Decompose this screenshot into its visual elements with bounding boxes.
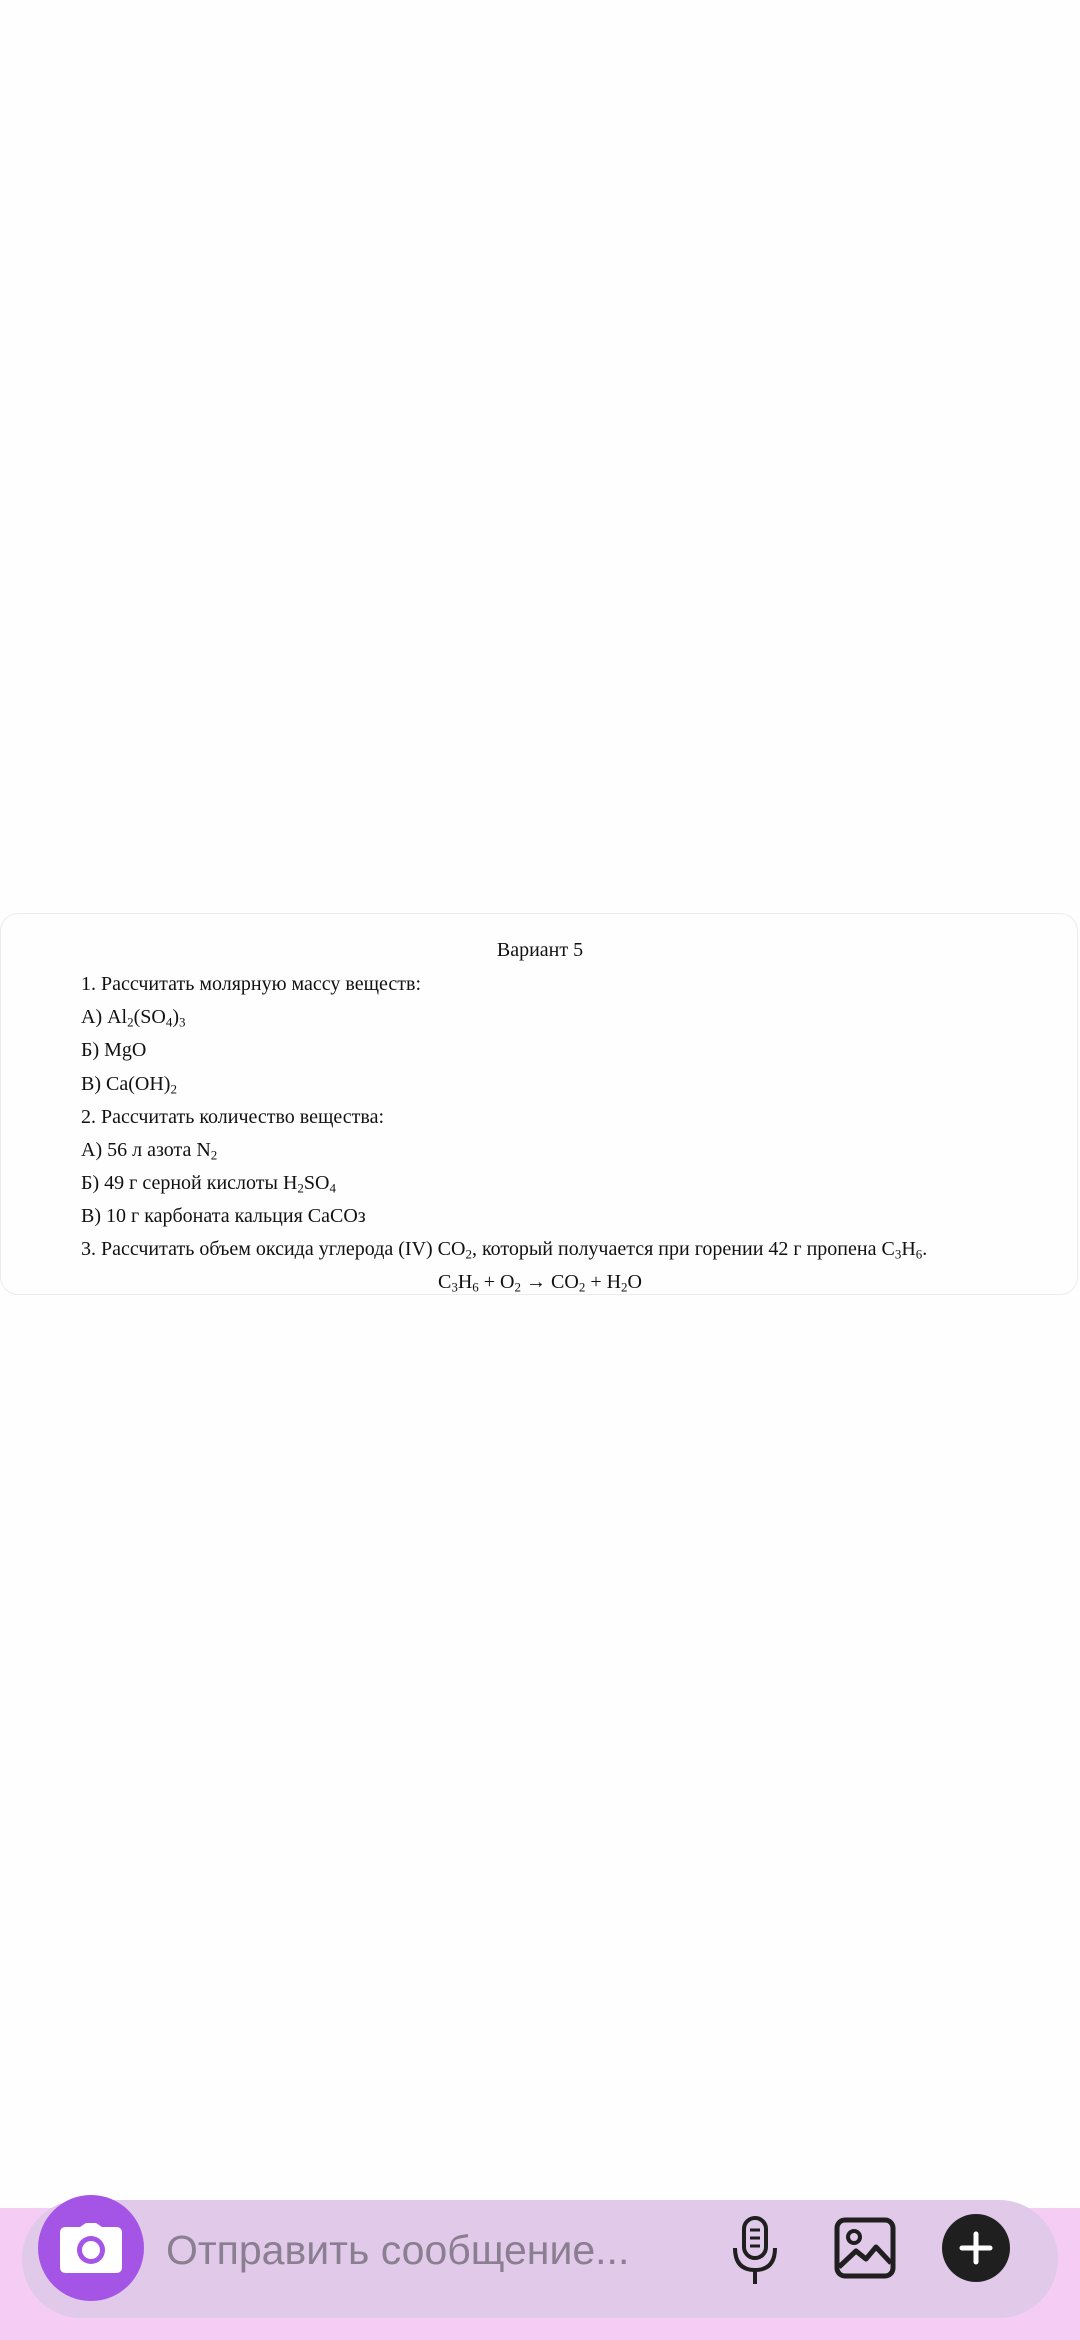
- subscript: 3: [894, 1246, 902, 1262]
- subscript: 2: [621, 1279, 628, 1295]
- document-line: [81, 1172, 336, 1196]
- message-input[interactable]: [166, 2215, 686, 2285]
- text-segment: 2. Рассчитать количество вещества:: [81, 1106, 385, 1128]
- document-line: [81, 1139, 218, 1163]
- text-segment: 1. Рассчитать молярную массу веществ:: [81, 973, 422, 995]
- document-line: [81, 1040, 146, 1060]
- subscript: 2: [210, 1147, 218, 1163]
- document-line: [81, 1073, 177, 1097]
- subscript: 4: [165, 1014, 173, 1030]
- subscript: 6: [472, 1279, 479, 1295]
- camera-icon: [60, 2223, 122, 2273]
- subscript: 2: [578, 1279, 586, 1295]
- text-segment: , который получается при горении 42 г пропена C: [471, 1238, 895, 1260]
- add-button[interactable]: [942, 2214, 1010, 2282]
- text-segment: + H: [585, 1271, 622, 1293]
- subscript: 3: [451, 1279, 458, 1295]
- text-segment: В) 10 г карбоната кальция CaCOз: [81, 1205, 366, 1227]
- image-button[interactable]: [832, 2215, 898, 2281]
- document-line: [81, 1238, 928, 1262]
- subscript: 3: [179, 1014, 186, 1030]
- text-segment: А) 56 л азота N: [81, 1139, 211, 1161]
- camera-button[interactable]: [38, 2195, 144, 2301]
- document-line: [81, 1206, 366, 1226]
- text-segment: ): [172, 1006, 180, 1028]
- document-title: Вариант 5: [496, 939, 584, 961]
- text-segment: H: [901, 1238, 916, 1260]
- subscript: 6: [915, 1246, 923, 1262]
- document-equation: [1, 1271, 1079, 1295]
- text-segment: + O: [478, 1271, 515, 1293]
- subscript: 2: [170, 1081, 177, 1097]
- image-icon: [834, 2217, 896, 2279]
- text-segment: C: [437, 1271, 452, 1293]
- microphone-button[interactable]: [726, 2212, 784, 2290]
- plus-icon: [959, 2231, 993, 2265]
- subscript: 2: [514, 1279, 522, 1295]
- microphone-icon: [730, 2216, 780, 2286]
- text-segment: → CO: [521, 1271, 579, 1293]
- text-segment: (SO: [133, 1006, 166, 1028]
- subscript: 2: [465, 1246, 472, 1262]
- document-image: [0, 913, 1078, 1295]
- text-segment: 3. Рассчитать объем оксида углерода (IV) CO: [81, 1238, 466, 1260]
- text-segment: Б) 49 г серной кислоты H: [81, 1172, 298, 1194]
- text-segment: H: [457, 1271, 473, 1293]
- text-segment: O: [627, 1271, 642, 1293]
- text-segment: SO: [303, 1172, 330, 1194]
- subscript: 2: [127, 1014, 134, 1030]
- subscript: 2: [297, 1180, 304, 1196]
- text-segment: Б) MgO: [81, 1039, 147, 1061]
- subscript: 4: [329, 1180, 336, 1196]
- text-segment: В) Ca(OH): [81, 1073, 171, 1095]
- text-segment: .: [922, 1238, 928, 1260]
- text-segment: А) Al: [81, 1006, 128, 1028]
- document-line: [81, 1006, 186, 1030]
- document-line: [81, 1107, 384, 1127]
- document-line: [81, 974, 421, 994]
